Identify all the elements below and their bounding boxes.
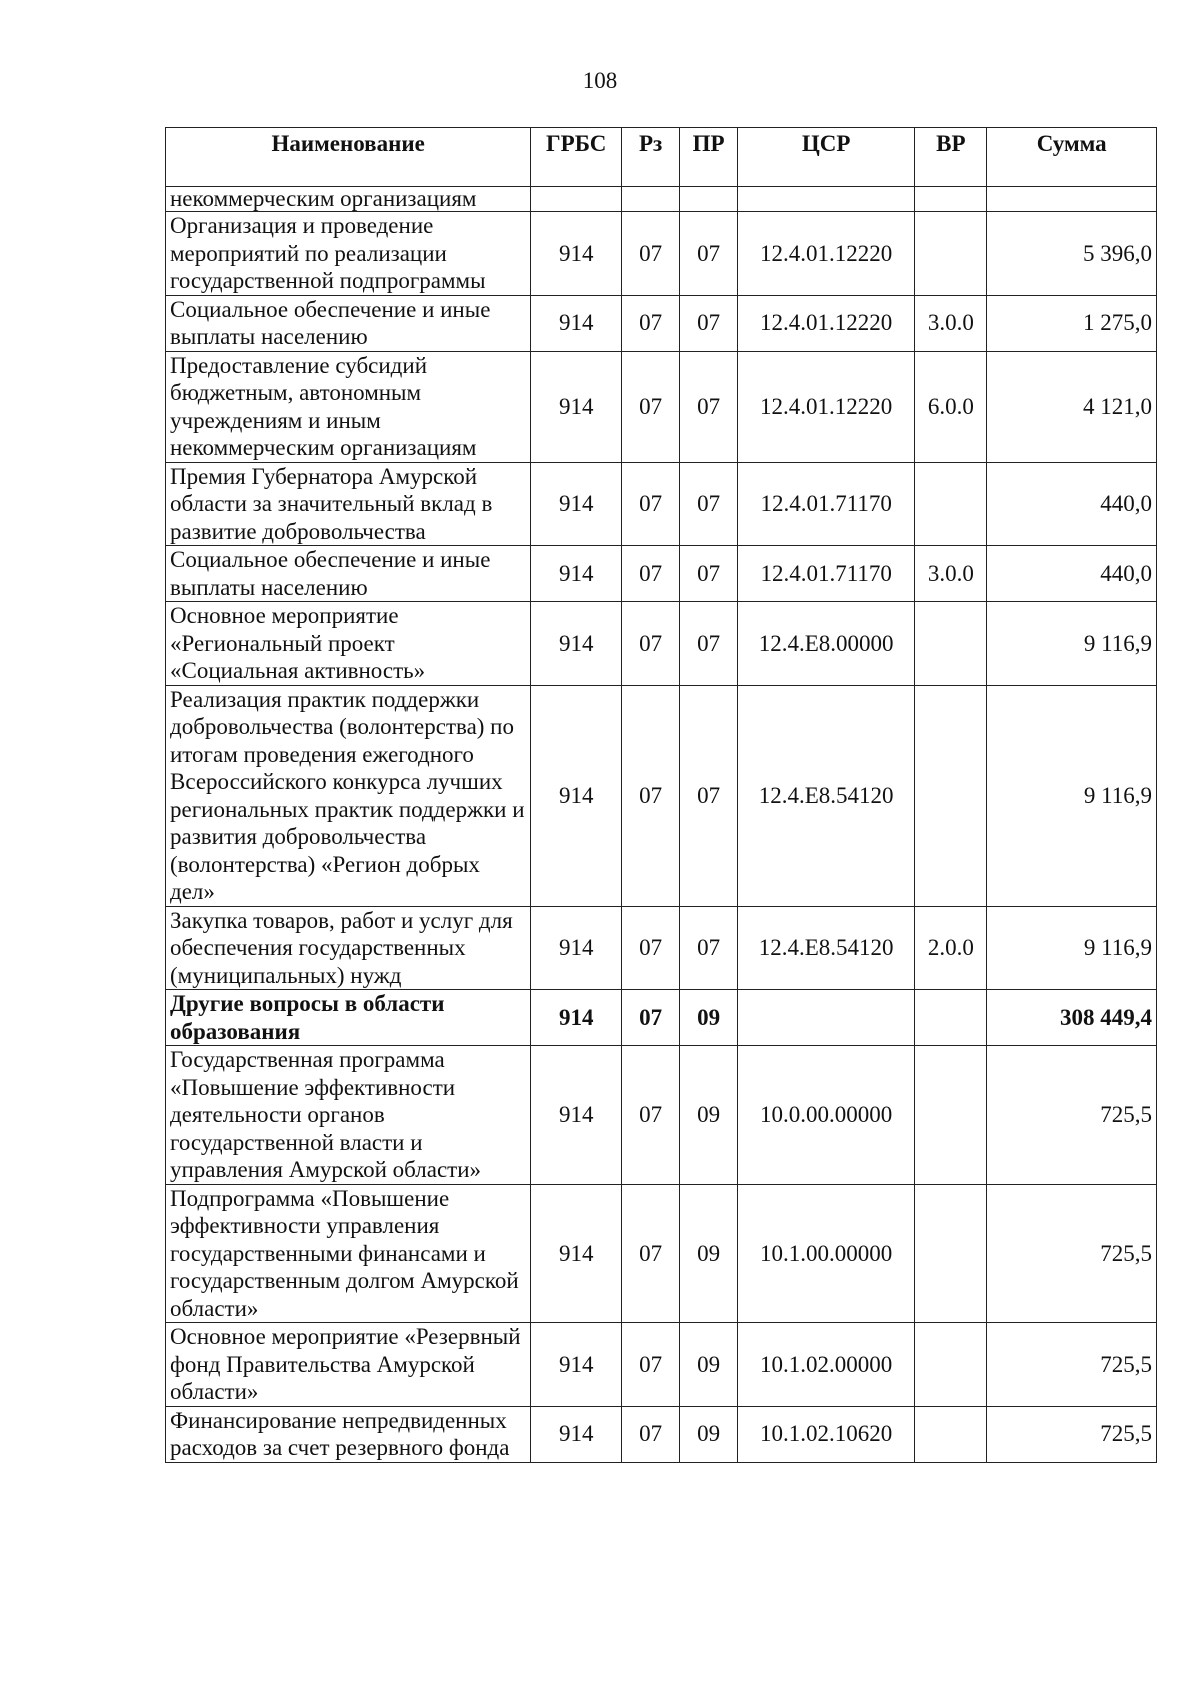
cell-grbs: 914 — [531, 906, 622, 990]
cell-vr: 6.0.0 — [915, 351, 987, 462]
cell-pr: 07 — [680, 212, 738, 296]
cell-name: Подпрограмма «Повышение эффективности управления государственными финансами и государственным долгом Амурской области» — [166, 1184, 531, 1323]
cell-vr — [915, 1046, 987, 1185]
cell-csr: 10.1.02.00000 — [738, 1323, 915, 1407]
cell-vr — [915, 602, 987, 686]
cell-csr: 12.4.01.12220 — [738, 351, 915, 462]
header-pr: ПР — [680, 128, 738, 187]
cell-grbs: 914 — [531, 1184, 622, 1323]
table-row — [166, 1406, 1157, 1462]
cell-csr: 10.1.00.00000 — [738, 1184, 915, 1323]
cell-csr: 12.4.01.71170 — [738, 462, 915, 546]
cell-rz: 07 — [622, 906, 680, 990]
cell-name: Финансирование непредвиденных расходов за счет резервного фонда — [166, 1406, 531, 1462]
table-row — [166, 906, 1157, 990]
table-header-row — [166, 128, 1157, 187]
cell-grbs: 914 — [531, 1323, 622, 1407]
cell-name: Предоставление субсидий бюджетным, автономным учреждениям и иным некоммерческим организациям — [166, 351, 531, 462]
cell-vr: 3.0.0 — [915, 546, 987, 602]
table-row — [166, 212, 1157, 296]
cell-rz: 07 — [622, 1046, 680, 1185]
table-row — [166, 187, 1157, 212]
cell-name: некоммерческим организациям — [166, 187, 531, 212]
cell-name: Другие вопросы в области образования — [166, 990, 531, 1046]
cell-grbs: 914 — [531, 1046, 622, 1185]
cell-rz: 07 — [622, 462, 680, 546]
cell-pr: 09 — [680, 1184, 738, 1323]
cell-vr: 3.0.0 — [915, 295, 987, 351]
cell-csr — [738, 187, 915, 212]
table-row — [166, 546, 1157, 602]
cell-pr: 07 — [680, 546, 738, 602]
cell-grbs: 914 — [531, 990, 622, 1046]
header-csr: ЦСР — [738, 128, 915, 187]
cell-csr: 12.4.01.12220 — [738, 212, 915, 296]
cell-grbs — [531, 187, 622, 212]
cell-grbs: 914 — [531, 602, 622, 686]
cell-pr: 09 — [680, 1323, 738, 1407]
cell-name: Основное мероприятие «Региональный проект «Социальная активность» — [166, 602, 531, 686]
cell-vr — [915, 187, 987, 212]
cell-vr: 2.0.0 — [915, 906, 987, 990]
cell-name: Социальное обеспечение и иные выплаты населению — [166, 546, 531, 602]
cell-csr: 10.0.00.00000 — [738, 1046, 915, 1185]
cell-sum: 440,0 — [987, 546, 1157, 602]
header-rz: Рз — [622, 128, 680, 187]
cell-grbs: 914 — [531, 351, 622, 462]
cell-vr — [915, 212, 987, 296]
cell-name: Организация и проведение мероприятий по реализации государственной подпрограммы — [166, 212, 531, 296]
cell-sum: 725,5 — [987, 1406, 1157, 1462]
table-row — [166, 1323, 1157, 1407]
cell-vr — [915, 1323, 987, 1407]
cell-vr — [915, 462, 987, 546]
table-row — [166, 1184, 1157, 1323]
cell-name: Государственная программа «Повышение эффективности деятельности органов государственной власти и управления Амурской области» — [166, 1046, 531, 1185]
table-row — [166, 462, 1157, 546]
cell-grbs: 914 — [531, 462, 622, 546]
cell-csr: 12.4.01.12220 — [738, 295, 915, 351]
header-grbs: ГРБС — [531, 128, 622, 187]
cell-rz: 07 — [622, 546, 680, 602]
cell-rz: 07 — [622, 212, 680, 296]
cell-csr — [738, 990, 915, 1046]
cell-vr — [915, 1406, 987, 1462]
cell-sum — [987, 187, 1157, 212]
cell-grbs: 914 — [531, 546, 622, 602]
cell-pr: 07 — [680, 351, 738, 462]
cell-name: Основное мероприятие «Резервный фонд Правительства Амурской области» — [166, 1323, 531, 1407]
cell-sum: 308 449,4 — [987, 990, 1157, 1046]
cell-rz: 07 — [622, 685, 680, 906]
cell-grbs: 914 — [531, 685, 622, 906]
cell-sum: 9 116,9 — [987, 685, 1157, 906]
cell-grbs: 914 — [531, 295, 622, 351]
cell-name: Реализация практик поддержки добровольчества (волонтерства) по итогам проведения ежегодного Всероссийского конкурса лучших региональных практик поддержки и развития добровольчества (волонтерства) «Регион добрых дел» — [166, 685, 531, 906]
cell-name: Закупка товаров, работ и услуг для обеспечения государственных (муниципальных) нужд — [166, 906, 531, 990]
cell-pr: 09 — [680, 990, 738, 1046]
header-sum: Сумма — [987, 128, 1157, 187]
header-name: Наименование — [166, 128, 531, 187]
cell-rz: 07 — [622, 1323, 680, 1407]
cell-pr: 07 — [680, 685, 738, 906]
cell-pr: 07 — [680, 295, 738, 351]
table-row — [166, 685, 1157, 906]
cell-name: Премия Губернатора Амурской области за значительный вклад в развитие добровольчества — [166, 462, 531, 546]
cell-pr — [680, 187, 738, 212]
cell-rz — [622, 187, 680, 212]
cell-csr: 10.1.02.10620 — [738, 1406, 915, 1462]
cell-rz: 07 — [622, 990, 680, 1046]
cell-rz: 07 — [622, 602, 680, 686]
cell-grbs: 914 — [531, 1406, 622, 1462]
cell-grbs: 914 — [531, 212, 622, 296]
budget-table — [165, 127, 1157, 1463]
cell-pr: 09 — [680, 1046, 738, 1185]
cell-vr — [915, 685, 987, 906]
cell-csr: 12.4.E8.54120 — [738, 685, 915, 906]
cell-sum: 9 116,9 — [987, 906, 1157, 990]
cell-pr: 09 — [680, 1406, 738, 1462]
cell-sum: 9 116,9 — [987, 602, 1157, 686]
table-row — [166, 1046, 1157, 1185]
cell-vr — [915, 990, 987, 1046]
table-row — [166, 602, 1157, 686]
cell-rz: 07 — [622, 351, 680, 462]
cell-csr: 12.4.E8.00000 — [738, 602, 915, 686]
cell-sum: 725,5 — [987, 1323, 1157, 1407]
table-row — [166, 295, 1157, 351]
cell-sum: 440,0 — [987, 462, 1157, 546]
table-row — [166, 351, 1157, 462]
cell-rz: 07 — [622, 1406, 680, 1462]
cell-sum: 725,5 — [987, 1184, 1157, 1323]
cell-name: Социальное обеспечение и иные выплаты населению — [166, 295, 531, 351]
cell-csr: 12.4.01.71170 — [738, 546, 915, 602]
cell-pr: 07 — [680, 462, 738, 546]
cell-rz: 07 — [622, 1184, 680, 1323]
cell-sum: 4 121,0 — [987, 351, 1157, 462]
cell-rz: 07 — [622, 295, 680, 351]
cell-pr: 07 — [680, 602, 738, 686]
header-vr: ВР — [915, 128, 987, 187]
table-row-section — [166, 990, 1157, 1046]
page-number: 108 — [582, 68, 618, 93]
cell-csr: 12.4.E8.54120 — [738, 906, 915, 990]
cell-pr: 07 — [680, 906, 738, 990]
cell-sum: 725,5 — [987, 1046, 1157, 1185]
cell-sum: 1 275,0 — [987, 295, 1157, 351]
cell-vr — [915, 1184, 987, 1323]
cell-sum: 5 396,0 — [987, 212, 1157, 296]
